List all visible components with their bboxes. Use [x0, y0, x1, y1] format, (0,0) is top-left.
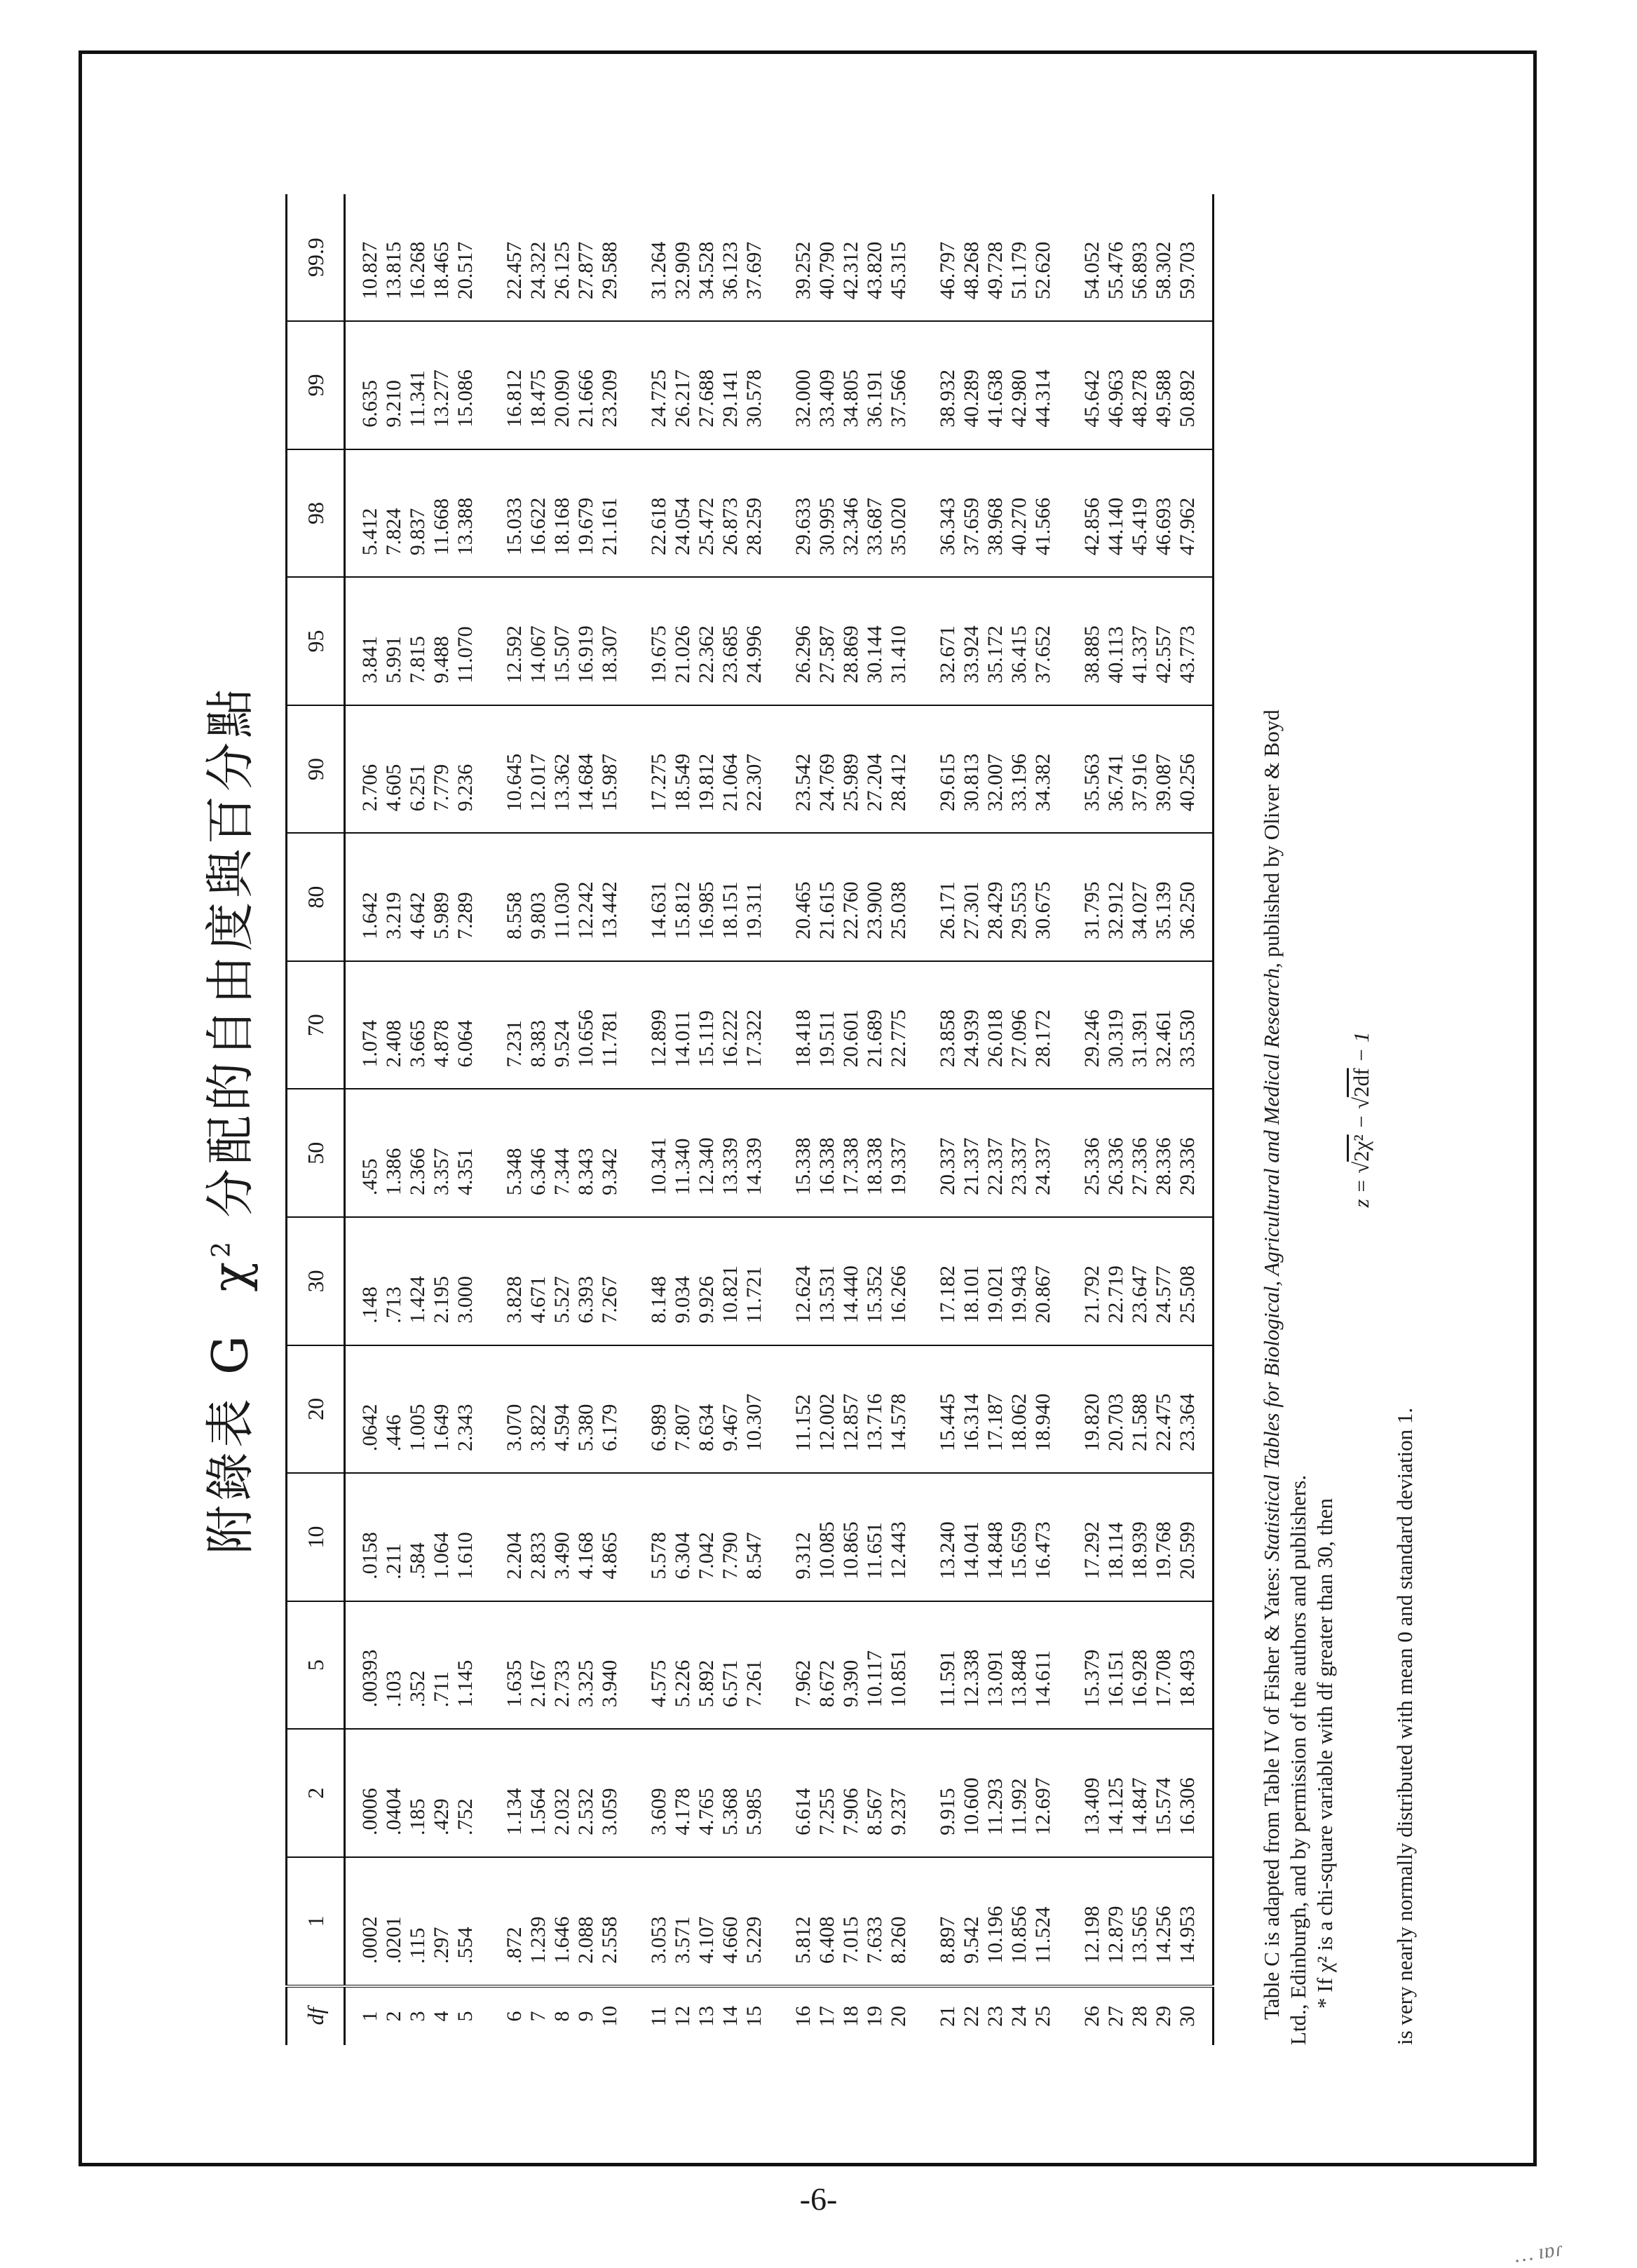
- value-cell: 29.246 30.319 31.391 32.461 33.530: [1068, 961, 1214, 1089]
- permission-note: Ltd., Edinburgh, and by permission of the authors and publishers.: [1286, 1474, 1310, 2045]
- value-cell: 42.856 44.140 45.419 46.693 47.962: [1068, 449, 1214, 578]
- value-cell: 31.264 32.909 34.528 36.123 37.697: [634, 194, 779, 321]
- value-cell: 10.827 13.815 16.268 18.465 20.517: [345, 194, 491, 321]
- value-cell: 15.338 16.338 17.338 18.338 19.337: [779, 1089, 923, 1217]
- value-cell: 5.812 6.408 7.015 7.633 8.260: [779, 1857, 923, 1986]
- source-book-title: Statistical Tables for Biological, Agricultural and Medical Research,: [1259, 963, 1284, 1561]
- value-cell: 1.134 1.564 2.032 2.532 3.059: [490, 1729, 634, 1857]
- value-cell: 19.820 20.703 21.588 22.475 23.364: [1068, 1345, 1214, 1474]
- table-row-group: [779, 194, 923, 2045]
- value-cell: 3.828 4.671 5.527 6.393 7.267: [490, 1217, 634, 1345]
- value-cell: 26.171 27.301 28.429 29.553 30.675: [923, 833, 1068, 961]
- value-cell: 4.575 5.226 5.892 6.571 7.261: [634, 1601, 779, 1730]
- source-publisher: published by Oliver & Boyd: [1259, 709, 1284, 963]
- header-percentile: 80: [287, 833, 345, 961]
- df-cell: 21 22 23 24 25: [923, 1986, 1068, 2045]
- source-note-text: Table C is adapted from Table IV of Fisher & Yates:: [1259, 1561, 1284, 2020]
- value-cell: 32.671 33.924 35.172 36.415 37.652: [923, 577, 1068, 705]
- value-cell: 10.645 12.017 13.362 14.684 15.987: [490, 705, 634, 834]
- table-header-row: [287, 194, 345, 2045]
- value-cell: 5.348 6.346 7.344 8.343 9.342: [490, 1089, 634, 1217]
- value-cell: 9.915 10.600 11.293 11.992 12.697: [923, 1729, 1068, 1857]
- value-cell: 20.337 21.337 22.337 23.337 24.337: [923, 1089, 1068, 1217]
- chi-square-table: [285, 194, 1214, 2045]
- table-row-group: [345, 194, 491, 2045]
- df-cell: 16 17 18 19 20: [779, 1986, 923, 2045]
- value-cell: 2.204 2.833 3.490 4.168 4.865: [490, 1473, 634, 1601]
- value-cell: 5.578 6.304 7.042 7.790 8.547: [634, 1473, 779, 1601]
- margin-scribble: … ıɒɾ: [1512, 2237, 1564, 2267]
- value-cell: 1.074 2.408 3.665 4.878 6.064: [345, 961, 491, 1089]
- value-cell: 29.615 30.813 32.007 33.196 34.382: [923, 705, 1068, 834]
- value-cell: .872 1.239 1.646 2.088 2.558: [490, 1857, 634, 1986]
- value-cell: 14.631 15.812 16.985 18.151 19.311: [634, 833, 779, 961]
- title-suffix: 分配的自由度與百分點: [201, 684, 259, 1218]
- formula-term-b: 2df: [1349, 1068, 1373, 1097]
- value-cell: 12.899 14.011 15.119 16.222 17.322: [634, 961, 779, 1089]
- value-cell: 5.412 7.824 9.837 11.668 13.388: [345, 449, 491, 578]
- value-cell: 1.635 2.167 2.733 3.325 3.940: [490, 1601, 634, 1730]
- value-cell: 11.591 12.338 13.091 13.848 14.611: [923, 1601, 1068, 1730]
- header-percentile: 2: [287, 1729, 345, 1857]
- formula-term-a: 2χ²: [1349, 1134, 1373, 1162]
- footnote-condition: * If χ² is a chi-square variable with df greater than 30, then: [1312, 1498, 1337, 2009]
- value-cell: 15.379 16.151 16.928 17.708 18.493: [1068, 1601, 1214, 1730]
- header-percentile: 10: [287, 1473, 345, 1601]
- value-cell: 25.336 26.336 27.336 28.336 29.336: [1068, 1089, 1214, 1217]
- source-note: [1258, 194, 1285, 2045]
- value-cell: 3.070 3.822 4.594 5.380 6.179: [490, 1345, 634, 1474]
- value-cell: 54.052 55.476 56.893 58.302 59.703: [1068, 194, 1214, 321]
- value-cell: 12.624 13.531 14.440 15.352 16.266: [779, 1217, 923, 1345]
- df-cell: 1 2 3 4 5: [345, 1986, 491, 2045]
- table-body: [345, 194, 1214, 2045]
- value-cell: 1.642 3.219 4.642 5.989 7.289: [345, 833, 491, 961]
- table-row-group: [923, 194, 1068, 2045]
- formula-rhs: − 1: [1349, 1031, 1373, 1068]
- value-cell: 8.148 9.034 9.926 10.821 11.721: [634, 1217, 779, 1345]
- header-percentile: 90: [287, 705, 345, 834]
- value-cell: 22.457 24.322 26.125 27.877 29.588: [490, 194, 634, 321]
- value-cell: 17.182 18.101 19.021 19.943 20.867: [923, 1217, 1068, 1345]
- value-cell: 11.152 12.002 12.857 13.716 14.578: [779, 1345, 923, 1474]
- df-cell: 11 12 13 14 15: [634, 1986, 779, 2045]
- value-cell: 19.675 21.026 22.362 23.685 24.996: [634, 577, 779, 705]
- table-row-group: [1068, 194, 1214, 2045]
- value-cell: 23.858 24.939 26.018 27.096 28.172: [923, 961, 1068, 1089]
- value-cell: 9.312 10.085 10.865 11.651 12.443: [779, 1473, 923, 1601]
- value-cell: 8.558 9.803 11.030 12.242 13.442: [490, 833, 634, 961]
- title-prefix: 附錄表 G: [201, 1331, 259, 1555]
- value-cell: .148 .713 1.424 2.195 3.000: [345, 1217, 491, 1345]
- header-percentile: 50: [287, 1089, 345, 1217]
- header-percentile: 20: [287, 1345, 345, 1474]
- value-cell: 13.409 14.125 14.847 15.574 16.306: [1068, 1729, 1214, 1857]
- value-cell: 31.795 32.912 34.027 35.139 36.250: [1068, 833, 1214, 961]
- title-chi-symbol: χ: [201, 1258, 259, 1292]
- header-percentile: 98: [287, 449, 345, 578]
- value-cell: 15.033 16.622 18.168 19.679 21.161: [490, 449, 634, 578]
- value-cell: 39.252 40.790 42.312 43.820 45.315: [779, 194, 923, 321]
- table-row-group: [634, 194, 779, 2045]
- value-cell: 38.932 40.289 41.638 42.980 44.314: [923, 321, 1068, 449]
- header-percentile: 95: [287, 577, 345, 705]
- df-cell: 6 7 8 9 10: [490, 1986, 634, 2045]
- table-row-group: [490, 194, 634, 2045]
- header-percentile: 99.9: [287, 194, 345, 321]
- value-cell: 22.618 24.054 25.472 26.873 28.259: [634, 449, 779, 578]
- distribution-note: is very nearly normally distributed with mean 0 and standard deviation 1.: [1392, 1407, 1417, 2045]
- header-percentile: 70: [287, 961, 345, 1089]
- value-cell: 8.897 9.542 10.196 10.856 11.524: [923, 1857, 1068, 1986]
- df-cell: 26 27 28 29 30: [1068, 1986, 1214, 2045]
- value-cell: 2.706 4.605 6.251 7.779 9.236: [345, 705, 491, 834]
- value-cell: 12.198 12.879 13.565 14.256 14.953: [1068, 1857, 1214, 1986]
- value-cell: 7.231 8.383 9.524 10.656 11.781: [490, 961, 634, 1089]
- value-cell: 3.609 4.178 4.765 5.368 5.985: [634, 1729, 779, 1857]
- value-cell: 29.633 30.995 32.346 33.687 35.020: [779, 449, 923, 578]
- table-notes: [1258, 194, 1418, 2045]
- value-cell: .0002 .0201 .115 .297 .554: [345, 1857, 491, 1986]
- value-cell: 13.240 14.041 14.848 15.659 16.473: [923, 1473, 1068, 1601]
- value-cell: 20.465 21.615 22.760 23.900 25.038: [779, 833, 923, 961]
- header-percentile: 30: [287, 1217, 345, 1345]
- value-cell: 15.445 16.314 17.187 18.062 18.940: [923, 1345, 1068, 1474]
- page-frame: [79, 50, 1537, 2166]
- value-cell: 12.592 14.067 15.507 16.919 18.307: [490, 577, 634, 705]
- value-cell: .0006 .0404 .185 .429 .752: [345, 1729, 491, 1857]
- value-cell: 10.341 11.340 12.340 13.339 14.339: [634, 1089, 779, 1217]
- header-percentile: 1: [287, 1857, 345, 1986]
- value-cell: 46.797 48.268 49.728 51.179 52.620: [923, 194, 1068, 321]
- value-cell: 35.563 36.741 37.916 39.087 40.256: [1068, 705, 1214, 834]
- header-df: df: [287, 1986, 345, 2045]
- header-percentile: 5: [287, 1601, 345, 1730]
- formula-lhs: z = √: [1349, 1161, 1373, 1208]
- value-cell: 24.725 26.217 27.688 29.141 30.578: [634, 321, 779, 449]
- title-superscript: 2: [208, 1237, 236, 1258]
- page-number: -6-: [799, 2181, 838, 2217]
- value-cell: .0158 .211 .584 1.064 1.610: [345, 1473, 491, 1601]
- page-title: [180, 152, 264, 2087]
- value-cell: 3.841 5.991 7.815 9.488 11.070: [345, 577, 491, 705]
- value-cell: 6.989 7.807 8.634 9.467 10.307: [634, 1345, 779, 1474]
- value-cell: 32.000 33.409 34.805 36.191 37.566: [779, 321, 923, 449]
- value-cell: 26.296 27.587 28.869 30.144 31.410: [779, 577, 923, 705]
- value-cell: 45.642 46.963 48.278 49.588 50.892: [1068, 321, 1214, 449]
- value-cell: .455 1.386 2.366 3.357 4.351: [345, 1089, 491, 1217]
- value-cell: 38.885 40.113 41.337 42.557 43.773: [1068, 577, 1214, 705]
- value-cell: 6.635 9.210 11.341 13.277 15.086: [345, 321, 491, 449]
- normal-approx-formula: [1348, 194, 1375, 2045]
- value-cell: 16.812 18.475 20.090 21.666 23.209: [490, 321, 634, 449]
- value-cell: 7.962 8.672 9.390 10.117 10.851: [779, 1601, 923, 1730]
- value-cell: .00393 .103 .352 .711 1.145: [345, 1601, 491, 1730]
- value-cell: 3.053 3.571 4.107 4.660 5.229: [634, 1857, 779, 1986]
- rotated-table-sheet: [180, 152, 1537, 2087]
- value-cell: 17.292 18.114 18.939 19.768 20.599: [1068, 1473, 1214, 1601]
- value-cell: 21.792 22.719 23.647 24.577 25.508: [1068, 1217, 1214, 1345]
- value-cell: 17.275 18.549 19.812 21.064 22.307: [634, 705, 779, 834]
- header-percentile: 99: [287, 321, 345, 449]
- formula-mid: − √: [1349, 1096, 1373, 1135]
- value-cell: 23.542 24.769 25.989 27.204 28.412: [779, 705, 923, 834]
- value-cell: 6.614 7.255 7.906 8.567 9.237: [779, 1729, 923, 1857]
- value-cell: 18.418 19.511 20.601 21.689 22.775: [779, 961, 923, 1089]
- value-cell: .0642 .446 1.005 1.649 2.343: [345, 1345, 491, 1474]
- value-cell: 36.343 37.659 38.968 40.270 41.566: [923, 449, 1068, 578]
